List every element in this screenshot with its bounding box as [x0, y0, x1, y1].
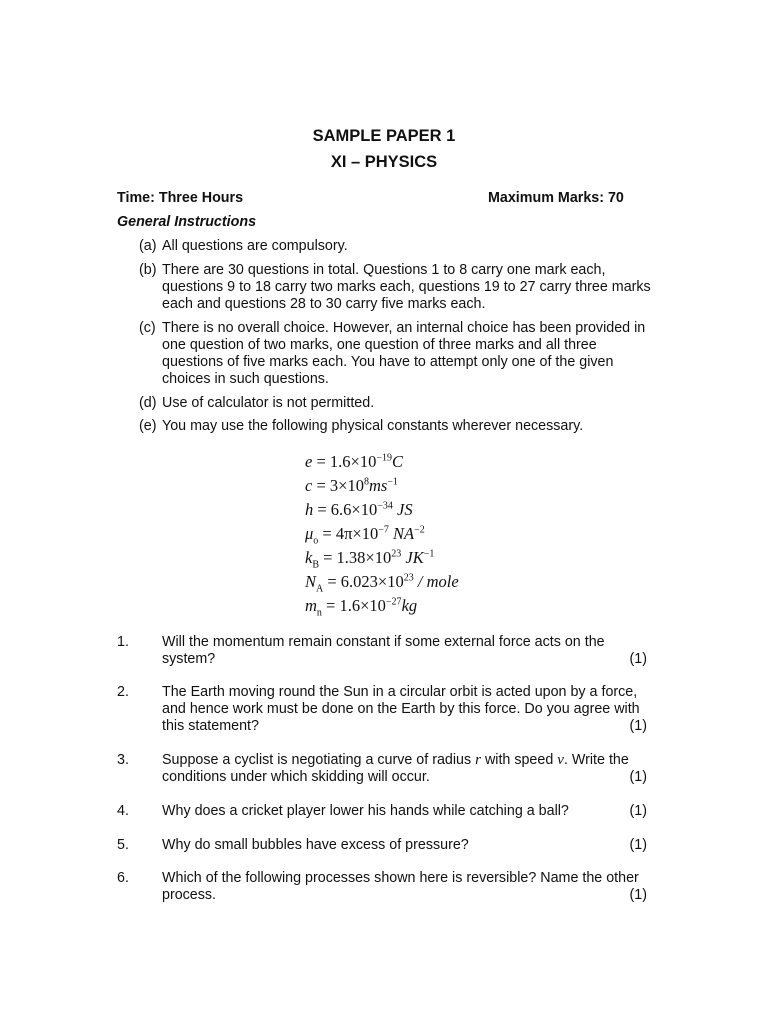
constant-boltzmann [305, 548, 435, 571]
question-text [162, 870, 647, 904]
instruction-text: There is no overall choice. However, an internal choice has been provided in one question of two marks, one question of three marks and all three questions of five marks each. You have to attempt only one of the given choices in such questions. [162, 320, 646, 387]
time-label: Time: Three Hours [117, 190, 244, 206]
constant-unit: JS [397, 500, 413, 519]
question-number: 5. [117, 837, 129, 853]
constant-avogadro [305, 572, 459, 595]
constant-exponent: 23 [403, 572, 414, 584]
question-body: Will the momentum remain constant if some external force acts on the system? [162, 634, 605, 667]
paper-subtitle: XI – PHYSICS [330, 153, 438, 171]
constant-symbol: h [305, 500, 314, 519]
constant-speed-of-light [305, 476, 398, 496]
instruction-label: (d) [139, 395, 157, 411]
instruction-item [139, 395, 659, 412]
max-marks-label: Maximum Marks: 70 [488, 190, 624, 206]
constant-unit-exponent: −1 [387, 476, 398, 488]
constant-symbol: e [305, 452, 313, 471]
question-number: 4. [117, 803, 129, 819]
constant-exponent: −27 [385, 596, 402, 608]
constant-subscript: o [313, 535, 319, 547]
constant-unit: JK [405, 548, 424, 567]
question-body: Why do small bubbles have excess of pressure? [162, 837, 469, 853]
paper-title: SAMPLE PAPER 1 [312, 127, 456, 145]
constant-value: = 1.6×10 [326, 596, 386, 615]
constant-symbol: c [305, 476, 313, 495]
question-marks: (1) [629, 837, 647, 853]
constant-subscript: A [316, 583, 324, 595]
question-item [117, 870, 647, 904]
instruction-item [139, 238, 659, 255]
constant-subscript: n [316, 607, 322, 619]
question-body: Which of the following processes shown here is reversible? Name the other process. [162, 870, 639, 903]
constant-neutron-mass [305, 596, 418, 619]
instruction-label: (b) [139, 262, 157, 278]
constant-unit: ms [368, 476, 388, 495]
question-item [117, 684, 647, 735]
constant-value: = 6.6×10 [317, 500, 378, 519]
instruction-item [139, 418, 659, 435]
question-body: . Write the conditions under which skidding will occur. [162, 752, 629, 785]
instructions-heading: General Instructions [117, 214, 257, 230]
instruction-text: You may use the following physical constants wherever necessary. [162, 418, 584, 434]
constant-value: = 1.38×10 [323, 548, 392, 567]
question-body: with speed [480, 752, 558, 768]
question-number: 2. [117, 684, 129, 700]
question-marks: (1) [629, 887, 647, 903]
variable-r: r [475, 752, 481, 768]
question-marks: (1) [629, 769, 647, 785]
constant-symbol: N [305, 572, 317, 591]
constant-unit: kg [401, 596, 418, 615]
question-body: Why does a cricket player lower his hands while catching a ball? [162, 803, 569, 819]
question-body: Suppose a cyclist is negotiating a curve of radius [162, 752, 476, 768]
question-marks: (1) [629, 651, 647, 667]
instruction-label: (e) [139, 418, 157, 434]
constant-planck [305, 500, 413, 520]
constant-exponent: −34 [377, 500, 393, 512]
instruction-text: There are 30 questions in total. Questions 1 to 8 carry one mark each, questions 9 to 18 carry two marks each, questions 19 to 27 carry three marks each and questions 28 to 30 carry five marks each. [162, 262, 651, 312]
constant-value: = 6.023×10 [327, 572, 404, 591]
instruction-text: Use of calculator is not permitted. [162, 395, 375, 411]
question-number: 1. [117, 634, 129, 650]
instruction-label: (a) [139, 238, 157, 254]
question-item [117, 752, 647, 786]
constant-exponent: −19 [376, 452, 392, 464]
constant-symbol: m [305, 596, 317, 615]
constant-unit: / mole [417, 572, 459, 591]
instruction-item [139, 320, 659, 388]
question-marks: (1) [629, 803, 647, 819]
question-item [117, 634, 647, 668]
constant-exponent: 8 [363, 476, 369, 488]
constant-exponent: 23 [391, 548, 402, 560]
question-text [162, 837, 647, 854]
question-text [162, 803, 647, 820]
constant-value: = 4π×10 [322, 524, 379, 543]
question-item [117, 837, 647, 854]
question-text [162, 752, 647, 786]
constant-unit: C [391, 452, 403, 471]
question-marks: (1) [629, 718, 647, 734]
constant-subscript: B [312, 559, 319, 571]
instruction-text: All questions are compulsory. [162, 238, 348, 254]
constant-value: = 1.6×10 [316, 452, 377, 471]
question-text [162, 634, 647, 668]
constant-symbol: μ [305, 524, 314, 543]
question-item [117, 803, 647, 820]
constant-unit-exponent: −2 [414, 524, 425, 536]
question-number: 6. [117, 870, 129, 886]
constant-permeability [305, 524, 425, 547]
constant-unit: NA [393, 524, 415, 543]
constant-exponent: −7 [378, 524, 389, 536]
constant-value: = 3×10 [316, 476, 364, 495]
constant-electron-charge [305, 452, 403, 472]
question-number: 3. [117, 752, 129, 768]
question-text [162, 684, 647, 735]
constant-symbol: k [305, 548, 313, 567]
variable-v: v [557, 752, 564, 768]
constant-unit-exponent: −1 [423, 548, 435, 560]
instruction-label: (c) [139, 320, 156, 336]
instruction-item [139, 262, 659, 313]
question-body: The Earth moving round the Sun in a circular orbit is acted upon by a force, and hence work must be done on the Earth by this force. Do you agree with this statement? [162, 684, 640, 734]
